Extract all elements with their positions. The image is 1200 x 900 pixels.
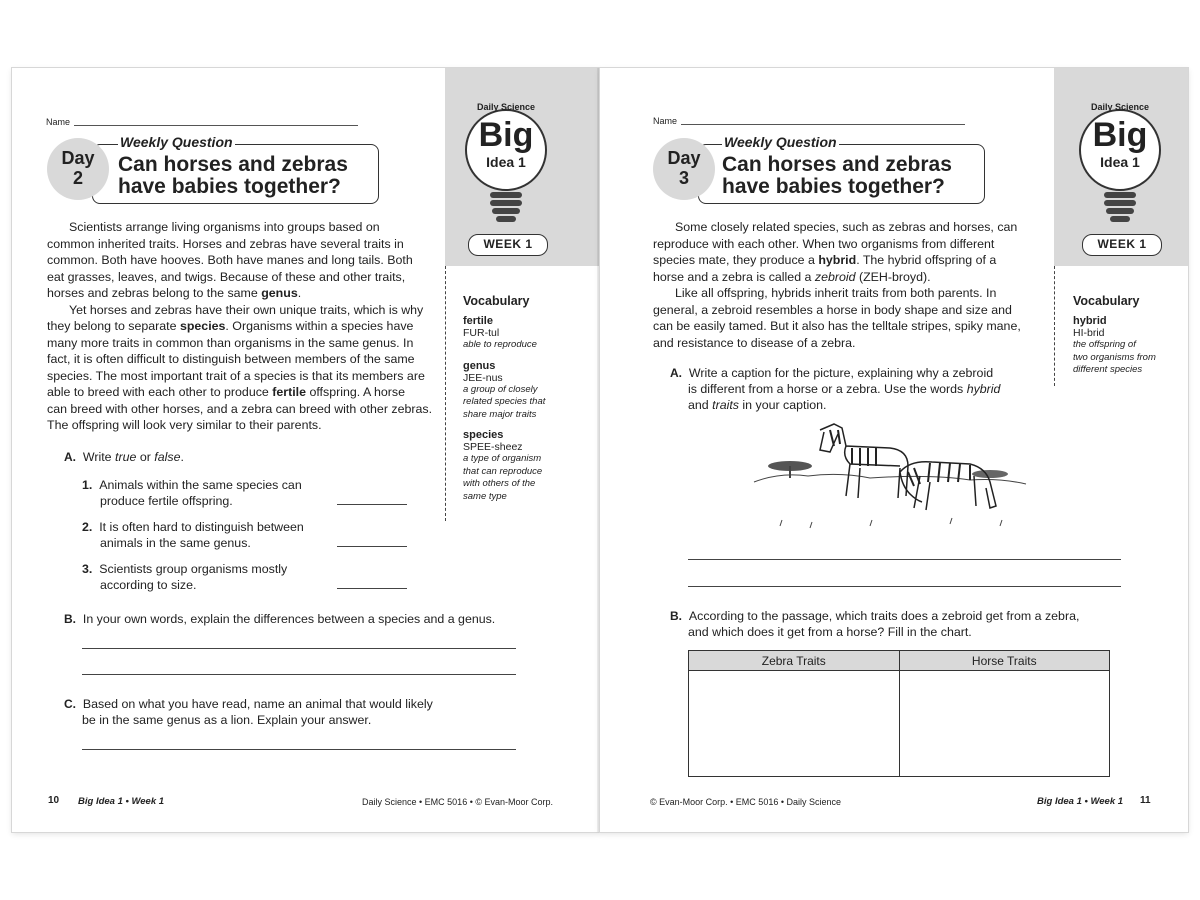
day-badge: [653, 138, 715, 200]
answer-line-a3[interactable]: [337, 588, 407, 589]
answer-line-a2[interactable]: [337, 546, 407, 547]
badge-top-text: Daily Science: [1090, 102, 1150, 112]
passage: [47, 219, 437, 434]
badge-idea-text: Idea 1: [486, 154, 526, 170]
vocabulary-heading: Vocabulary: [1073, 294, 1140, 308]
chart-header-row: [689, 651, 1110, 671]
day-number: 3: [678, 168, 689, 188]
vocabulary-panel: [1073, 294, 1185, 377]
vocab-entry-fertile: fertile FUR-tul able to reproduce: [463, 315, 537, 350]
question-title: Can horses and zebras have babies together?: [722, 153, 952, 198]
week-pill: WEEK 1: [468, 234, 548, 256]
zebra-traits-header: Zebra Traits: [689, 651, 900, 671]
vocab-entry-species: species SPEE-sheez a type of organism that can reproduce with others of the same type: [463, 429, 543, 502]
traits-chart: [688, 650, 1110, 777]
question-a: A. Write true or false.: [64, 450, 184, 464]
weekly-question-label: Weekly Question: [120, 134, 233, 150]
left-page: [12, 68, 600, 832]
week-pill: WEEK 1: [1082, 234, 1162, 256]
day-badge: [47, 138, 109, 200]
name-label: Name: [653, 116, 678, 126]
footer-publisher: Daily Science • EMC 5016 • © Evan-Moor Corp.: [362, 797, 554, 807]
passage-paragraph-2: Like all offspring, hybrids inherit traits from both parents. In general, a zebroid resembles a horse in body shape and size and can be easily tamed. But it also has the telltale stripes, spiky mane, and resistance to disease of a zebra.: [653, 286, 1021, 350]
weekly-question-label: Weekly Question: [724, 134, 837, 150]
caption-line-2[interactable]: [688, 586, 1121, 587]
day-word: Day: [667, 148, 701, 168]
right-page: [600, 68, 1188, 832]
badge-big-text: Big: [478, 116, 534, 154]
footer-section: Big Idea 1 • Week 1: [78, 796, 165, 807]
question-b: B. In your own words, explain the differences between a species and a genus.: [64, 612, 496, 626]
badge-idea-text: Idea 1: [1100, 154, 1140, 170]
chart-body-row: [689, 671, 1110, 777]
zebra-traits-cell[interactable]: [689, 671, 900, 777]
passage-paragraph-2: Yet horses and zebras have their own unique traits, which is why they belong to separate species. Organisms within a species have many more traits in common than organisms in the same genus. In fact, it is often difficult to distinguish between members of the same species. The most important trait of a species is that its members are able to breed with each other to produce fertile offspring. A horse can breed with other horses, and a zebra can breed with other zebras. The offspring will look very similar to their parents.: [47, 302, 433, 432]
question-c: C. Based on what you have read, name an animal that would likely be in the same genus as a lion. Explain your answer.: [64, 697, 433, 727]
caption-line-1[interactable]: [688, 559, 1121, 560]
sidebar-divider: [445, 266, 446, 521]
vocabulary-heading: Vocabulary: [463, 294, 530, 308]
passage: [653, 219, 1043, 351]
vocabulary-panel: [463, 294, 593, 503]
answer-line-b2[interactable]: [82, 674, 516, 675]
name-line: [681, 124, 965, 125]
answer-line-c1[interactable]: [82, 749, 516, 750]
page-number: 10: [48, 795, 60, 806]
question-a-item-3: 3. Scientists group organisms mostly according to size.: [82, 562, 288, 592]
badge-top-text: Daily Science: [476, 102, 536, 112]
badge-big-text: Big: [1092, 116, 1148, 154]
vocab-entry-hybrid: hybrid HI-brid the offspring of two organisms from different species: [1073, 315, 1156, 375]
day-number: 2: [72, 168, 83, 188]
answer-line-a1[interactable]: [337, 504, 407, 505]
question-title: Can horses and zebras have babies together?: [118, 153, 348, 198]
day-word: Day: [61, 148, 95, 168]
name-line: [74, 125, 358, 126]
zebra-horse-illustration: [750, 416, 1030, 531]
footer-publisher: © Evan-Moor Corp. • EMC 5016 • Daily Science: [650, 797, 842, 807]
footer-section: Big Idea 1 • Week 1: [1037, 796, 1124, 807]
passage-paragraph-1: Some closely related species, such as zebras and horses, can reproduce with each other. When two organisms from different species mate, they produce a hybrid. The hybrid offspring of a horse and a zebra is called a zebroid (ZEH-broyd).: [653, 220, 1018, 284]
horse-traits-cell[interactable]: [899, 671, 1110, 777]
question-a-item-1: 1. Animals within the same species can produce fertile offspring.: [82, 478, 302, 508]
answer-line-b1[interactable]: [82, 648, 516, 649]
passage-paragraph-1: Scientists arrange living organisms into groups based on common inherited traits. Horses and zebras have several traits in common. Both have hooves. Both have manes and long tails. Both eat grasses, leaves, and twigs. Because of these and other traits, horses and zebras belong to the same genus.: [47, 220, 413, 300]
vocab-entry-genus: genus JEE-nus a group of closely related species that share major traits: [463, 359, 546, 420]
question-a: A. Write a caption for the picture, explaining why a zebroid is different from a horse or a zebra. Use the words hybrid and traits in your caption.: [670, 366, 1001, 412]
sidebar-divider: [1054, 266, 1055, 386]
name-label: Name: [46, 117, 71, 127]
horse-traits-header: Horse Traits: [899, 651, 1110, 671]
question-b: B. According to the passage, which traits does a zebroid get from a zebra, and which does it get from a horse? Fill in the chart.: [670, 609, 1080, 639]
page-number: 11: [1140, 795, 1151, 806]
question-a-item-2: 2. It is often hard to distinguish between animals in the same genus.: [82, 520, 304, 550]
